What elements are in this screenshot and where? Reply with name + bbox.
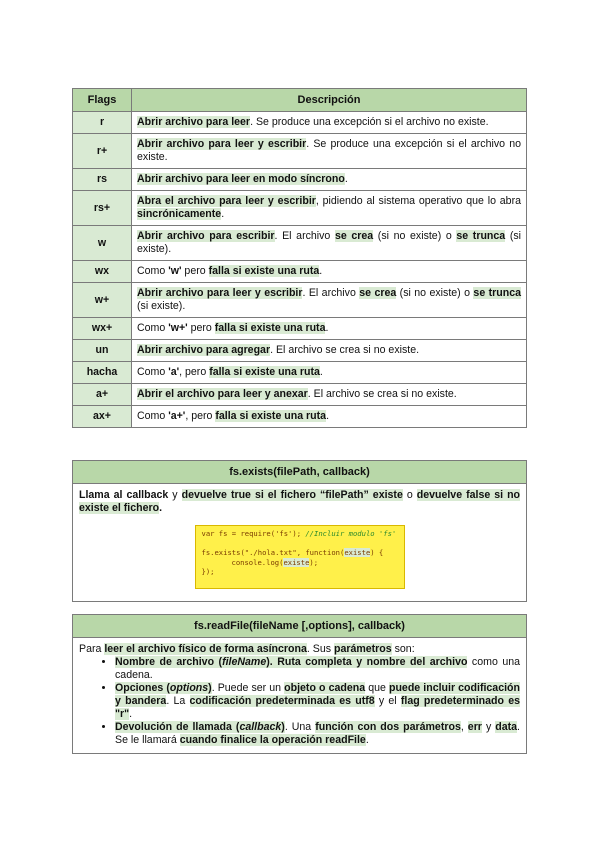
description-cell [132,384,527,406]
fs-readfile-box [72,614,527,754]
description-part: . El archivo se crea si no existe. [270,344,420,356]
flag-cell: w [73,226,132,261]
table-row [73,169,527,191]
item-part: objeto o cadena [284,682,366,694]
description-part: pero [187,322,215,334]
description-part: falla si existe una ruta [208,265,320,277]
flag-cell: wx+ [73,318,132,340]
flag-cell: rs [73,169,132,191]
table-row [73,134,527,169]
description-cell [132,261,527,283]
description-part: Abrir archivo para leer en modo síncrono [137,173,345,185]
description-part: Abrir archivo para leer y escribir [137,287,303,299]
header-description: Descripción [132,89,527,112]
desc-part: . [159,502,163,514]
code-text: fs.exists("./hola.txt", function( [201,548,345,557]
item-part: . Puede ser un [211,682,285,694]
fs-exists-description [79,489,520,515]
code-text: ) { [370,548,384,557]
code-line [202,548,398,558]
item-part: , [460,721,468,733]
item-part: ) [208,682,212,694]
item-part: . [129,708,133,720]
intro-part: Para [79,643,105,655]
description-part: . Se produce una excepción si el archivo no existe. [137,138,521,163]
item-part: callback [239,721,282,733]
desc-part: o [402,489,417,501]
table-row [73,283,527,318]
desc-part: devuelve false si no existe el fichero [79,489,521,514]
description-part: Como [137,366,169,378]
item-part: Nombre de archivo ( [115,656,223,668]
fs-readfile-title: fs.readFile(fileName [,options], callback) [73,615,526,638]
description-part: . Se produce una excepción si el archivo no existe. [250,116,489,128]
item-part: err [467,721,482,733]
table-row [73,318,527,340]
flag-cell: r [73,112,132,134]
description-part: . [221,208,225,220]
table-row [73,112,527,134]
description-part: falla si existe una ruta [215,410,327,422]
description-part: 'w+' [168,322,188,334]
flags-table [72,88,527,428]
flag-cell: a+ [73,384,132,406]
header-flags: Flags [73,89,132,112]
item-part: función con dos parámetros [315,721,461,733]
item-part: data [495,721,518,733]
table-row [73,191,527,226]
description-part: Abrir archivo para leer y escribir [137,138,307,150]
fs-exists-box [72,460,527,602]
description-part: 'a+' [168,410,186,422]
description-part: . [325,322,329,334]
description-part: Abrir archivo para escribir [137,230,275,242]
description-part: , pero [185,410,216,422]
list-item [115,656,520,682]
flag-cell: r+ [73,134,132,169]
description-cell [132,191,527,226]
flags-table-header [73,89,527,112]
description-part: . El archivo [274,230,335,242]
description-cell [132,340,527,362]
readfile-intro [79,643,520,656]
table-row [73,384,527,406]
table-row [73,226,527,261]
flag-cell: hacha [73,362,132,384]
description-cell [132,318,527,340]
item-part: . [365,734,369,746]
description-cell [132,226,527,261]
item-part: flag predeterminado es "r" [115,695,520,720]
table-row [73,340,527,362]
description-cell [132,406,527,428]
table-row [73,362,527,384]
description-cell [132,134,527,169]
code-line [202,529,398,539]
item-part: . Se le llamará [115,721,520,746]
description-part: . [344,173,348,185]
description-cell [132,362,527,384]
description-part: . [319,366,323,378]
description-part: Como [137,265,169,277]
description-part: Abrir el archivo para leer y anexar [137,388,308,400]
code-var: existe [344,548,371,557]
code-line: }); [201,567,215,576]
description-cell [132,283,527,318]
description-part: . El archivo se crea si no existe. [307,388,457,400]
item-part: options [169,682,209,694]
code-comment: //Incluir modulo 'fs' [301,529,397,538]
flag-cell: un [73,340,132,362]
description-part: (si no existe) o [396,287,474,299]
code-text: ); [309,557,319,567]
item-part: y el [374,695,401,707]
flag-cell: rs+ [73,191,132,226]
item-part: puede incluir codificación y bandera [115,682,520,707]
item-part: ) [281,721,285,733]
description-part: 'w' [168,265,182,277]
fs-readfile-body [73,638,526,753]
item-part: fileName [222,656,267,668]
item-part: . La [166,695,190,707]
code-snippet [195,525,405,589]
description-part: se trunca [473,287,521,299]
description-part: se crea [334,230,374,242]
description-part: . El archivo [302,287,360,299]
description-part: (si no existe) o [373,230,457,242]
description-part: Abrir archivo para leer [137,116,251,128]
flag-cell: w+ [73,283,132,318]
item-part: codificación predeterminada es utf8 [189,695,375,707]
description-part: se trunca [456,230,506,242]
description-cell [132,112,527,134]
desc-part: y [168,489,182,501]
fs-exists-title: fs.exists(filePath, callback) [73,461,526,484]
item-part: y [481,721,496,733]
flag-cell: wx [73,261,132,283]
desc-part: devuelve true si el fichero “filePath” existe [181,489,403,501]
description-part: . [326,410,330,422]
code-var: existe [283,557,310,567]
description-part: falla si existe una ruta [209,366,320,378]
description-part: (si existe). [137,230,521,255]
description-part: Como [137,410,169,422]
description-part: sincrónicamente [137,208,222,220]
code-text: var fs = require('fs'); [201,529,302,538]
list-item [115,682,520,721]
description-part: falla si existe una ruta [214,322,326,334]
description-part: , pero [179,366,210,378]
description-part: (si existe). [137,300,186,312]
item-part: cuando finalice la operación readFile [179,734,366,746]
code-text: console.log( [231,557,284,567]
description-part: Abra el archivo para leer y escribir [137,195,316,207]
description-part: Abrir archivo para agregar [137,344,271,356]
intro-part: son: [391,643,415,655]
desc-part: Llama al callback [79,489,169,501]
description-part: 'a' [168,366,180,378]
table-row [73,261,527,283]
description-part: . [319,265,323,277]
description-part: pero [181,265,209,277]
intro-part: leer el archivo físico de forma asíncrona [104,643,307,655]
parameter-list [79,656,520,747]
description-part: Como [137,322,169,334]
fs-exists-body [73,484,526,601]
intro-part: . Sus [306,643,334,655]
item-part: Devolución de llamada ( [115,721,240,733]
item-part: como una cadena. [115,656,520,681]
item-part: . Una [284,721,316,733]
item-part: que [365,682,389,694]
flag-cell: ax+ [73,406,132,428]
item-part: ). Ruta completa y nombre del archivo [266,656,468,668]
list-item [115,721,520,747]
description-cell [132,169,527,191]
description-part: se crea [359,287,397,299]
item-part: Opciones ( [115,682,170,694]
code-line [202,558,398,568]
description-part: , pidiendo al sistema operativo que lo abra [315,195,521,207]
table-row [73,406,527,428]
flags-table-body [73,112,527,428]
intro-part: parámetros [333,643,392,655]
